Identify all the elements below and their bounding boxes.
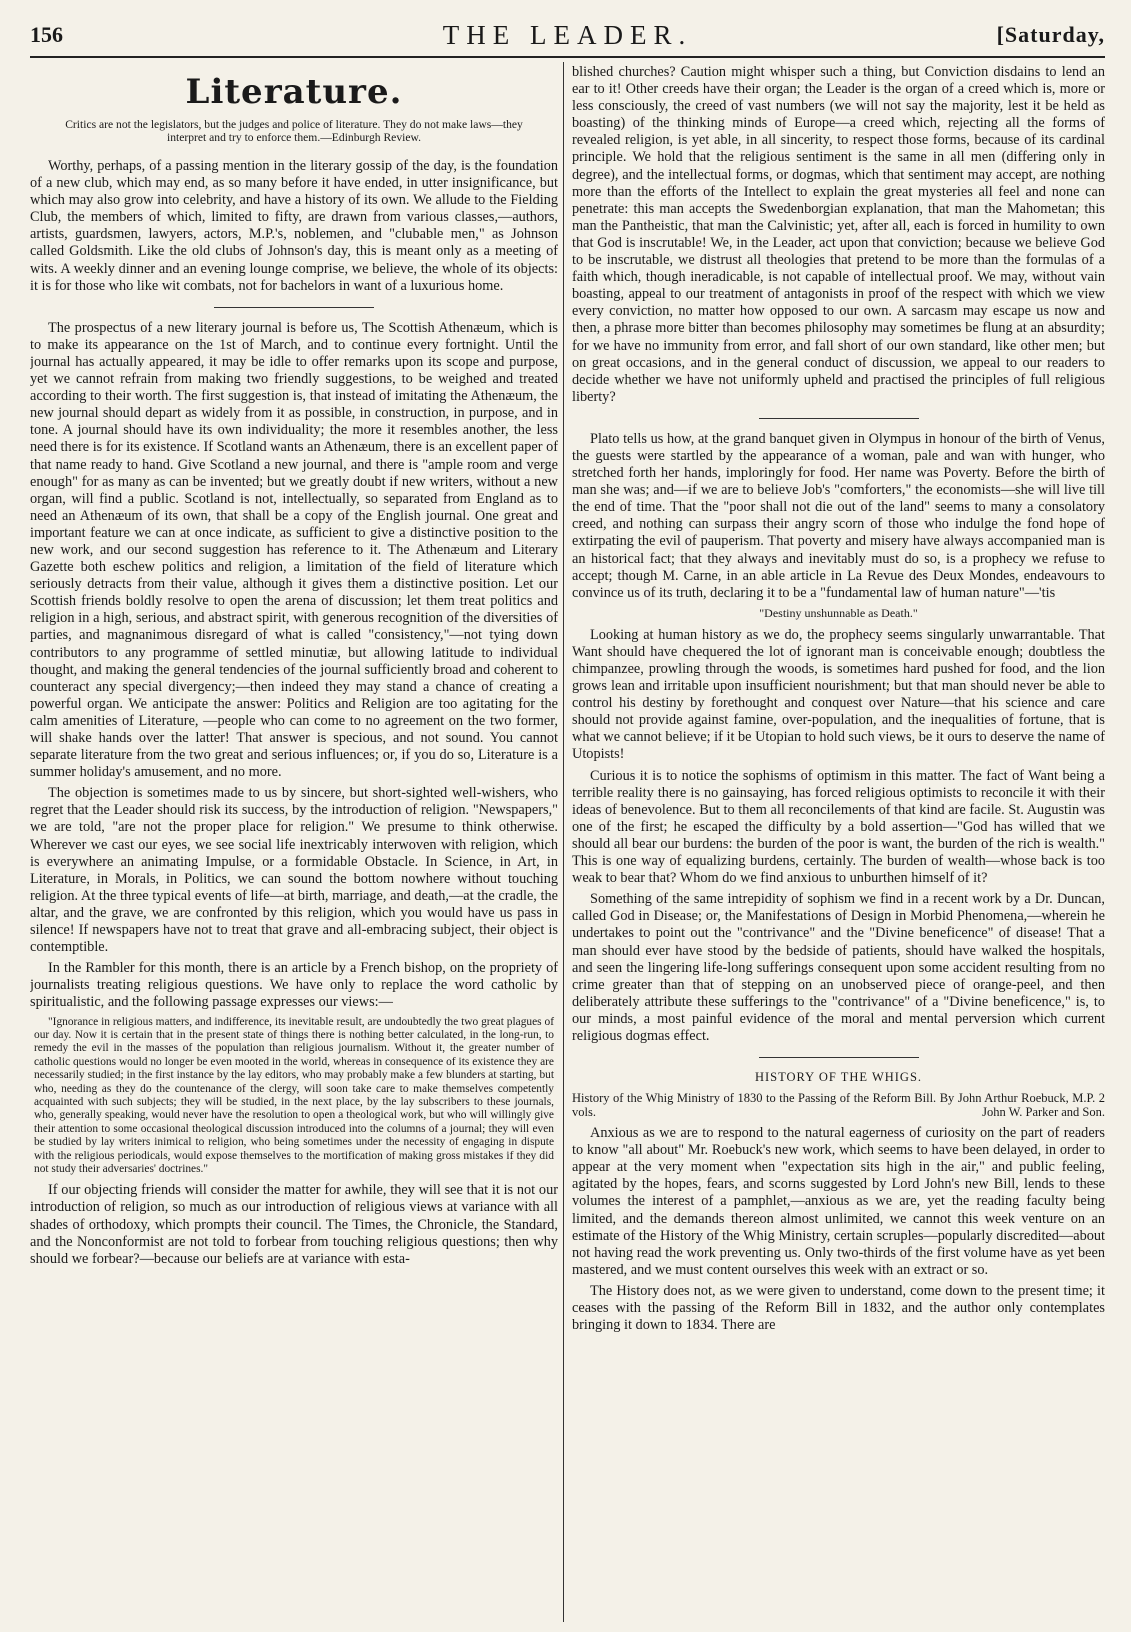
quoted-line: "Destiny unshunnable as Death." xyxy=(759,605,918,620)
separator-rule xyxy=(214,307,374,308)
left-column xyxy=(30,64,558,1619)
article-paragraph: If our objecting friends will consider the matter for awhile, they will see that it is not our introduction of religion, so much as our introduction of religious views at variance with all shades of orthodoxy, which prompts their council. The Times, the Chronicle, the Standard, and the Nonconformist are not told to forbear from touching religious questions; then why should we forbear?—because our beliefs are at variance with esta- xyxy=(30,1182,558,1267)
section-title: Literature. xyxy=(185,72,403,112)
article-paragraph: The prospectus of a new literary journal is before us, The Scottish Athenæum, which is to make its appearance on the 1st of March, and to continue every fortnight. Until the journal has actually appeared, it may be idle to offer remarks upon its scope and purpose, yet we cannot refrain from making two friendly suggestions, to be weighed and treated according to their worth. The first suggestion is, that instead of imitating the Athenæum, the new journal should depart as widely from it as possible, in construction, in purpose, and in tone. A journal should have its own individuality; the more it resembles another, the less need there is for its existence. If Scotland wants an Athenæum, there is an excellent paper of that name ready to hand. Give Scotland a new journal, and there is "ample room and verge enough" for as many as can be invented; but we greatly doubt if new writers, without a new organ, will find a public. Scotland is not, intellectually, so separated from England as to need an Athenæum of its own, that shall be a copy of the English journal. One great and important feature we can at once indicate, as sufficient to give a distinctive position to the new work, and our second suggestion has reference to it. The Athenæum and Literary Gazette both eschew politics and religion, a limitation of the field of literature which seriously detracts from their value, although it gives them a distinctive position. Let our Scottish friends boldly resolve to open the arena of discussion; let them treat politics and religion in a high, serious, and abstract spirit, with generous recognition of the diversities of parties, and magnanimous disregard of what is called "consistency,"—not tying down contributors to any programme of settled minutiæ, but allowing latitude to individual thought, and making the general tendencies of the journal sufficiently broad and coherent to counteract any special divergency;—then indeed they may stand a chance of creating a powerful organ. We anticipate the answer: Politics and Religion are too agitating for the calm amenities of Literature, —people who can come to no agreement on the two former, will shake hands over the latter! That answer is specious, and not sound. You cannot separate literature from the two great and serious influences; or, if you do so, Literature is a summer holiday's amusement, and no more. xyxy=(30,319,558,781)
article-paragraph: The objection is sometimes made to us by sincere, but short-sighted well-wishers, who regret that the Leader should risk its success, by the introduction of religion. "Newspapers," we are told, "are not the proper place for religion." We presume to think otherwise. Wherever we cast our eyes, we see social life inextricably interwoven with religion, which is everywhere an animating Impulse, or a formidable Obstacle. In Science, in Art, in Literature, in Morals, in Politics, we can sound the bottom nowhere without touching religion. At the three typical events of life—at birth, marriage, and death,—at the cradle, the altar, and the grave, we are confronted by this religion, which you would have us pass in silence! If newspapers have not to treat that grave and all-embracing subject, their object is contemptible. xyxy=(30,785,558,956)
article-paragraph: The History does not, as we were given to understand, come down to the present time; it ceases with the passing of the Reform Bill in 1832, and the author only contemplates bringing it down to 1834. There are xyxy=(572,1282,1105,1334)
day-label: [Saturday, xyxy=(996,22,1105,47)
review-heading: HISTORY OF THE WHIGS. xyxy=(754,1070,923,1085)
article-paragraph: Curious it is to notice the sophisms of optimism in this matter. The fact of Want being a terrible reality there is no gainsaying, has forced religious optimists to reconcile it with their ideas of benevolence. But to them all reconcilements of that kind are facile. St. Augustin was one of the first; he escaped the difficulty by a bold assertion—"God has willed that we should all bear our burdens: the burden of the poor is want, the burden of the rich is wealth." This is one way of equalizing burdens, certainly. The burden of wealth—whose back is too weak to bear that? Whom do we find anxious to unburthen himself of it? xyxy=(572,767,1105,887)
epigraph: Critics are not the legislators, but the judges and police of literature. They do not make laws—they interpret and try to enforce them.—Edinburgh Review. xyxy=(65,118,523,144)
page-number: 156 xyxy=(30,22,63,47)
article-paragraph: Looking at human history as we do, the prophecy seems singularly unwarrantable. That Want should have chequered the lot of ignorant man is conceivable enough; doubtless the chimpanzee, prowling through the woods, is sometimes hard pushed for food, and the lion grows lean and irritable upon insufficient nourishment; but that man should never be able to control his destiny by forethought and conquest over Nature—that his science and care should not provide against famine, over-population, and the inequalities of fortune, that is what we cannot believe; if it be Utopian to hold such views, be it ours to deserve the name of Utopists! xyxy=(572,626,1105,763)
block-quote: "Ignorance in religious matters, and indifference, its inevitable result, are undoubtedly the two great plagues of our day. Now it is certain that in the present state of things there is nothing better calculated, in the long-run, to remedy the evil in the masses of the population than religious journalism. Without it, the greater number of catholic questions would no longer be even mooted in the world, whereas in consequence of its existence they are necessarily studied; in the first instance by the lay editors, who may probably make a few blunders at starting, but who, needing as they do the countenance of the clergy, will soon take care to make themselves competently acquainted with such subjects; they will be studied, in the next place, by the lay subscribers to these journals, who, generally speaking, would never have the resolution to open a theological work, but who will willingly give their attention to some occasional theological discussion introduced into the columns of a journal; they will even be studied by lay writers inimical to religion, who being sometimes under the necessity of engaging in dispute with the religious periodicals, would expose themselves to the mortification of making gross mistakes if they did not study their adversaries' doctrines." xyxy=(34,1015,554,1175)
article-paragraph: Plato tells us how, at the grand banquet given in Olympus in honour of the birth of Venus, the guests were startled by the appearance of a woman, pale and wan with hunger, who stretched forth her hands, imploringly for food. Her name was Poverty. Before the birth of man she was; and—if we are to believe Job's "comforters," the economists—she will live till the end of time. That the "poor shall not die out of the land" seems to many a consolatory creed, and nothing can surpass their angry scorn of those who indulge the fond hope of extirpating the evil of pauperism. That poverty and misery have always accompanied man is an historical fact; that they always and inevitably must do so, is a prophecy we refuse to accept; though M. Carne, in an able article in La Revue des Deux Mondes, endeavours to convince us of its truth, declaring it to be a "fundamental law of human nature"—'tis xyxy=(572,430,1105,601)
article-paragraph: In the Rambler for this month, there is an article by a French bishop, on the propriety of journalists treating religious questions. We have only to replace the word catholic by spiritualistic, and the following passage expresses our views:— xyxy=(30,960,558,1011)
article-paragraph: blished churches? Caution might whisper such a thing, but Conviction disdains to lend an ear to it! Other creeds have their organ; the Leader is the organ of a creed which is, more or less consciously, the creed of vast numbers (we will not say the majority, lest it be held as boasting) of the thinking minds of Europe—a creed which, rejecting all the forms of revealed religion, is yet able, in all sincerity, to respect those forms, because of its cardinal principle. We hold that the religious sentiment is the same in all men (differing only in degree), and the intellectual forms, or dogmas, which that sentiment may accept, are nothing more than the efforts of the Intellect to explain the great mysteries all feel and none can penetrate: this man accepts the Swedenborgian explanation, that man the Mahometan; this man the Pantheistic, that man the Calvinistic; yet, after all, each is forced in humility to own that God is inscrutable! We, in the Leader, act upon that conviction; because we believe God to be inscrutable, we distrust all theologies that pretend to be more than the formulas of a faith which, though ineradicable, is not capable of intellectual proof. We may, without vain boasting, appeal to our treatment of antagonists in proof of the respect with which we view every conviction, no matter how opposed to our own. A sarcasm may escape us now and then, a phrase more bitter than becomes philosophy may sometimes be flung at an absurdity; for we have no immunity from error, and fall short of our own standard, like other men; but on great occasions, and in the general conduct of discussion, we appeal to our readers to decide whether we have not uniformly upheld and practised the principles of full religious liberty? xyxy=(572,64,1105,405)
separator-rule xyxy=(759,1057,919,1058)
column-divider xyxy=(563,62,564,1622)
article-paragraph: Something of the same intrepidity of sophism we find in a recent work by a Dr. Duncan, called God in Disease; or, the Manifestations of Design in Morbid Phenomena,—wherein he undertakes to point out the "contrivance" and the "Divine beneficence" of disease! That a man should ever have stood by the bedside of patients, should have walked the hospitals, and seen the lingering life-long sufferings consequent upon some accident resulting from no crime greater than that of stepping on an unobserved piece of orange-peel, and then deliberately attribute these sufferings to the "contrivance" of a "Divine beneficence," is, to our minds, a most painful evidence of the moral and mental perversion which current religious dogmas effect. xyxy=(572,891,1105,1044)
article-paragraph: Anxious as we are to respond to the natural eagerness of curiosity on the part of readers to know "all about" Mr. Roebuck's new work, which seems to have been delayed, in order to appear at the very moment when "expectation sits high in the air," and public feeling, agitated by the hopes, fears, and scorns suggested by Lord John's new Bill, lends to these volumes the interest of a pamphlet,—anxious as we are, yet the reading faculty being limited, and the demands thereon almost unlimited, we cannot this week venture on an estimate of the History of the Whig Ministry, certain scruples—popularly discredited—about not having read the work preventing us. Only two-thirds of the first volume have as yet been mastered, and we must content ourselves this week with an extract or so. xyxy=(572,1125,1105,1278)
separator-rule xyxy=(759,418,919,419)
book-publisher: John W. Parker and Son. xyxy=(982,1105,1105,1120)
book-title: History of the Whig Ministry of 1830 to the Passing of the Reform Bill. By John Arthur Roebuck, M.P. 2 vols. xyxy=(572,1091,1105,1120)
book-details xyxy=(572,1091,1105,1119)
page-header xyxy=(30,16,1105,58)
masthead: THE LEADER. xyxy=(442,20,693,50)
article-paragraph: Worthy, perhaps, of a passing mention in the literary gossip of the day, is the foundation of a new club, which may end, as so many before it have ended, in utter insignificance, but which may also grow into celebrity, and have a history of its own. We allude to the Fielding Club, the members of which, limited to fifty, are drawn from various classes,—authors, artists, guardsmen, lawyers, actors, M.P.'s, noblemen, and "clubable men," as Johnson called Goldsmith. Like the old clubs of Johnson's day, this is meant only as a meeting of wits. A weekly dinner and an evening lounge comprise, we believe, the whole of its objects: it is for those who like wit combats, not for bachelors in want of a luxurious home. xyxy=(30,158,558,294)
right-column xyxy=(572,64,1105,1619)
